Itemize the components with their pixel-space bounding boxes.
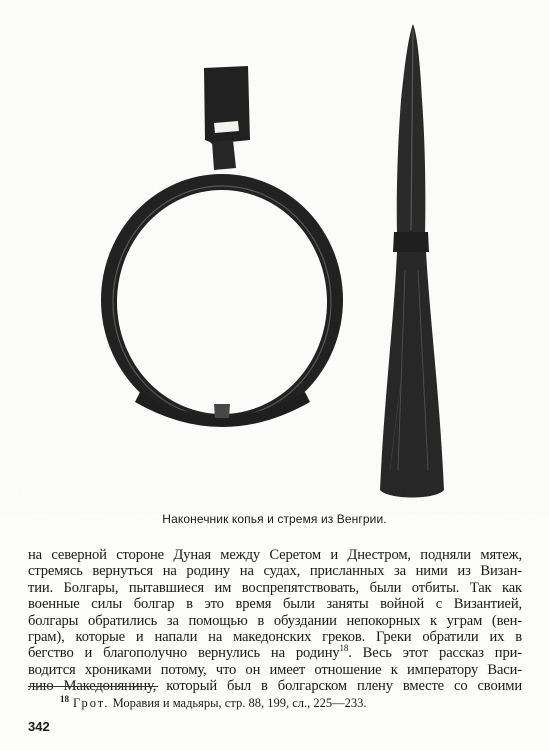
text-line: грам), которые и напали на македонских греков. Греки обратили их в (28, 628, 522, 645)
text-line: лию Македонянину, который был в болгарском плену вместе со своими (28, 678, 522, 695)
footnote-mark: 18 (60, 694, 69, 704)
footnote (60, 692, 366, 710)
text-line: стремясь вернуться на родину на судах, присланных за ними из Визан- (28, 563, 522, 580)
text-line-with-ref (28, 645, 522, 661)
text-line: военные силы болгар в это время были заняты войной с Византией, (28, 596, 522, 613)
text-line: на северной стороне Дуная между Серетом и Днестром, подняли мятеж, (28, 547, 522, 563)
body-paragraph (28, 547, 522, 695)
page-number: 342 (28, 719, 50, 734)
footnote-author: Грот. (73, 696, 110, 711)
text-segment: . Весь этот рассказ при- (348, 645, 522, 662)
text-line: болгары обратились за помощью в обуздании непокорных к уграм (вен- (28, 612, 522, 629)
footnote-divider (28, 686, 158, 687)
text-line: водится хрониками потому, что он имеет отношение к императору Васи- (28, 661, 522, 678)
footnote-ref[interactable]: 18 (339, 643, 349, 654)
text-line: тии. Болгары, пытавшиеся им воспрепятствовать, были отбиты. Так как (28, 579, 522, 596)
figure-caption: Наконечник копья и стремя из Венгрии. (162, 512, 387, 526)
text-segment: бегство и благополучно вернулись на родину (28, 645, 340, 662)
footnote-text: Моравия и мадьяры, стр. 88, 199, сл., 225—233. (112, 696, 367, 711)
